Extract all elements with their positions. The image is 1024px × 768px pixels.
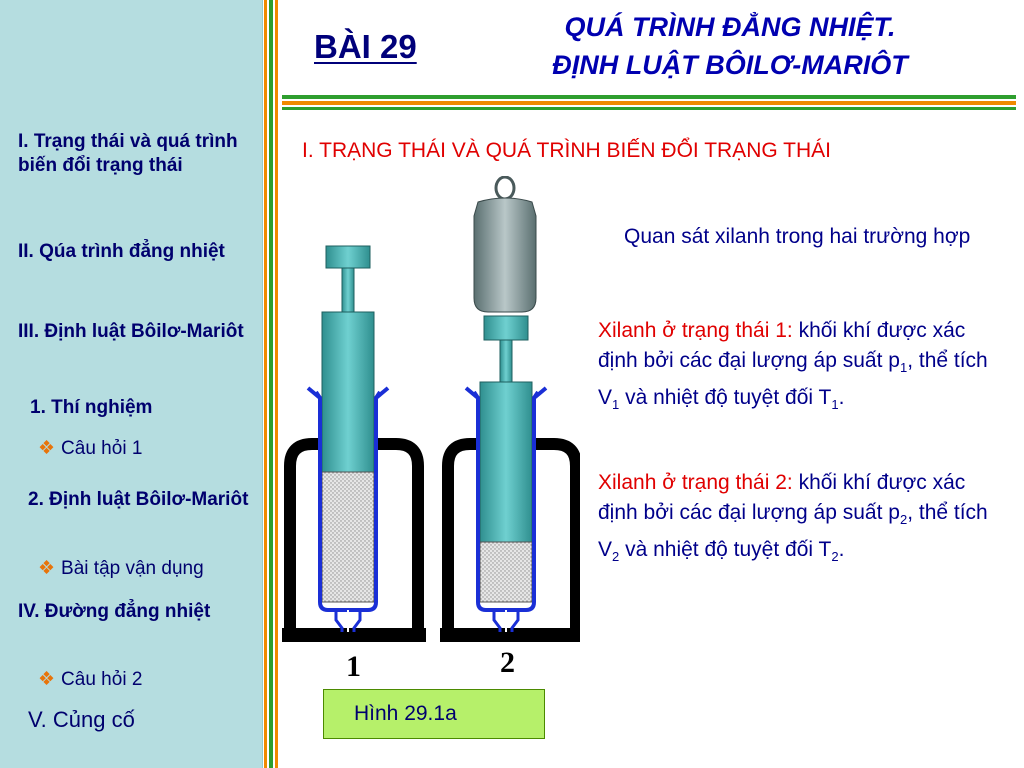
page-title [470,8,990,84]
sidebar-item-question-2[interactable] [38,668,258,692]
cylinder-1 [282,246,426,642]
title-line-1: QUÁ TRÌNH ĐẲNG NHIỆT. [564,12,896,42]
cylinder-2 [440,177,580,642]
sidebar-item-state[interactable]: I. Trạng thái và quá trình biến đổi trạng thái [18,131,238,176]
state-text: và nhiệt độ tuyệt đối T [619,538,832,562]
sidebar-item-label: Câu hỏi 1 [61,438,143,459]
sidebar-item-exercise[interactable] [38,557,262,581]
state-text: khối khí được xác định bởi các đại lượng áp suất p [598,471,966,524]
subscript: 1 [612,397,620,413]
sidebar-item-label: Câu hỏi 2 [61,669,143,690]
state-text: , thể tích V [598,501,988,562]
divider-stripe [269,0,273,768]
sidebar-item-isothermal[interactable]: II. Qúa trình đẳng nhiệt [18,241,225,262]
header-divider [282,107,1016,110]
state-text: . [838,538,845,562]
header-divider [282,101,1016,105]
subscript: 2 [899,512,908,528]
subscript: 1 [831,397,839,413]
sidebar-item-label: Bài tập vận dụng [61,558,204,579]
state-text: và nhiệt độ tuyệt đối T [619,386,832,410]
state-1-paragraph [598,316,1008,420]
sidebar-item-question-1[interactable] [38,437,258,461]
title-line-2: ĐỊNH LUẬT BÔILƠ-MARIÔT [552,50,908,80]
cylinder-figure [280,176,580,686]
state-2-label: Xilanh ở trạng thái 2: [598,471,793,494]
sidebar-item-boyle-law[interactable]: III. Định luật Bôilơ-Mariôt [18,321,244,342]
diamond-star-icon: ❖ [38,558,56,579]
sidebar-item-review[interactable]: V. Củng cố [28,707,135,732]
sidebar-item-boyle-law-2[interactable]: 2. Định luật Bôilơ-Mariôt [28,489,249,510]
state-text: khối khí được xác định bởi các đại lượng áp suất p [598,319,966,372]
section-heading: I. TRẠNG THÁI VÀ QUÁ TRÌNH BIẾN ĐỔI TRẠNG THÁI [302,139,831,162]
observe-text: Quan sát xilanh trong hai trường hợp [624,225,971,248]
subscript: 2 [831,549,839,565]
divider-stripe [264,0,267,768]
sidebar-nav [0,0,263,768]
figure-label-2: 2 [500,646,515,679]
sidebar-item-experiment[interactable]: 1. Thí nghiệm [30,397,153,418]
subscript: 1 [899,360,908,376]
diamond-star-icon: ❖ [38,669,56,690]
state-2-paragraph [598,468,1008,572]
divider-stripe [275,0,278,768]
state-1-label: Xilanh ở trạng thái 1: [598,319,793,342]
lesson-number: BÀI 29 [314,28,417,65]
state-text: . [838,386,845,410]
state-text: , thể tích V [598,349,988,410]
header-divider [282,95,1016,99]
figure-caption: Hình 29.1a [323,689,545,739]
diamond-star-icon: ❖ [38,438,56,459]
subscript: 2 [612,549,620,565]
figure-label-1: 1 [346,650,361,683]
sidebar-item-isotherm-line[interactable]: IV. Đường đẳng nhiệt [18,601,211,622]
